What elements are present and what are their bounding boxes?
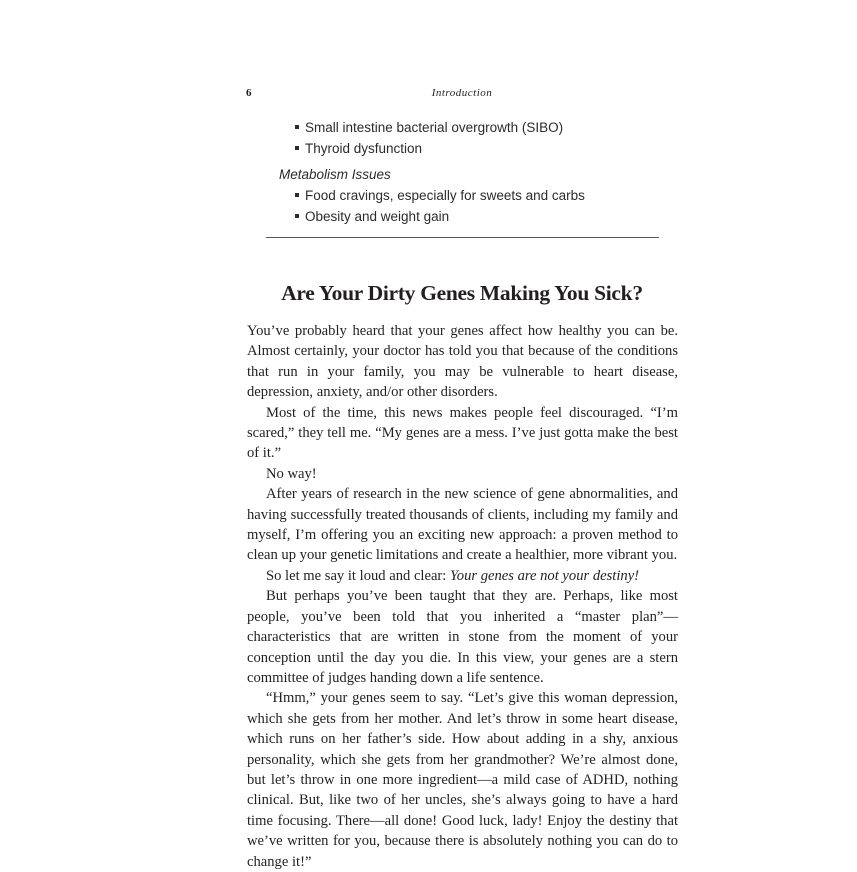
paragraph: But perhaps you’ve been taught that they are. Perhaps, like most people, you’ve been told that you inherited a “master plan”—characteristics that are written in stone from the moment of your conception until the day you die. In this view, your genes are a stern committee of judges handing down a life sentence. [247,588,678,686]
running-head [246,87,678,103]
square-bullet-icon [295,146,299,150]
list-item [266,206,659,227]
square-bullet-icon [295,193,299,197]
list-item-text: Obesity and weight gain [305,209,450,224]
list-item [266,117,659,138]
running-title: Introduction [431,87,493,99]
paragraph: You’ve probably heard that your genes affect how healthy you can be. Almost certainly, your doctor has told you that because of the conditions that run in your family, you may be vulnerable to heart disease, depression, anxiety, and/or other disorders. [247,323,678,401]
paragraph: After years of research in the new science of gene abnormalities, and having successfully treated thousands of clients, including my family and myself, I’m offering you an exciting new approach: a proven method to clean up your genetic limitations and create a healthier, more vibrant you. [247,486,678,564]
paragraph [247,566,678,586]
list-item-text: Food cravings, especially for sweets and carbs [305,188,585,203]
body-text [247,321,678,872]
paragraph-lead: So let me say it loud and clear: [266,567,450,584]
list-item [266,138,659,159]
list-item-text: Small intestine bacterial overgrowth (SIBO) [305,120,564,135]
list-item [266,185,659,206]
list-item-text: Thyroid dysfunction [305,141,423,156]
page-number: 6 [246,87,252,99]
paragraph: “Hmm,” your genes seem to say. “Let’s give this woman depression, which she gets from her mother. And let’s throw in some heart disease, which runs on her father’s side. How about adding in a shy, anxious personality, which she gets from her grandmother? We’re almost done, but let’s throw in one more ingredient—a mild case of ADHD, nothing clinical. But, like two of her uncles, she’s always going to have a hard time focusing. There—all done! Good luck, lady! Enjoy the destiny that we’ve written for you, because there is absolutely nothing you can do to change it!” [247,690,678,870]
symptom-sidebar [266,117,659,238]
paragraph: No way! [266,465,317,482]
square-bullet-icon [295,125,299,129]
symptom-list [266,185,659,227]
sidebar-divider [266,237,659,238]
paragraph: Most of the time, this news makes people feel discouraged. “I’m scared,” they tell me. “My genes are a mess. I’ve just gotta make the best of it.” [247,404,678,462]
section-title: Are Your Dirty Genes Making You Sick? [281,281,643,305]
square-bullet-icon [295,214,299,218]
emphasis-text: Your genes are not your destiny! [450,567,640,584]
symptom-list [266,117,659,159]
sidebar-subheading: Metabolism Issues [279,167,391,182]
